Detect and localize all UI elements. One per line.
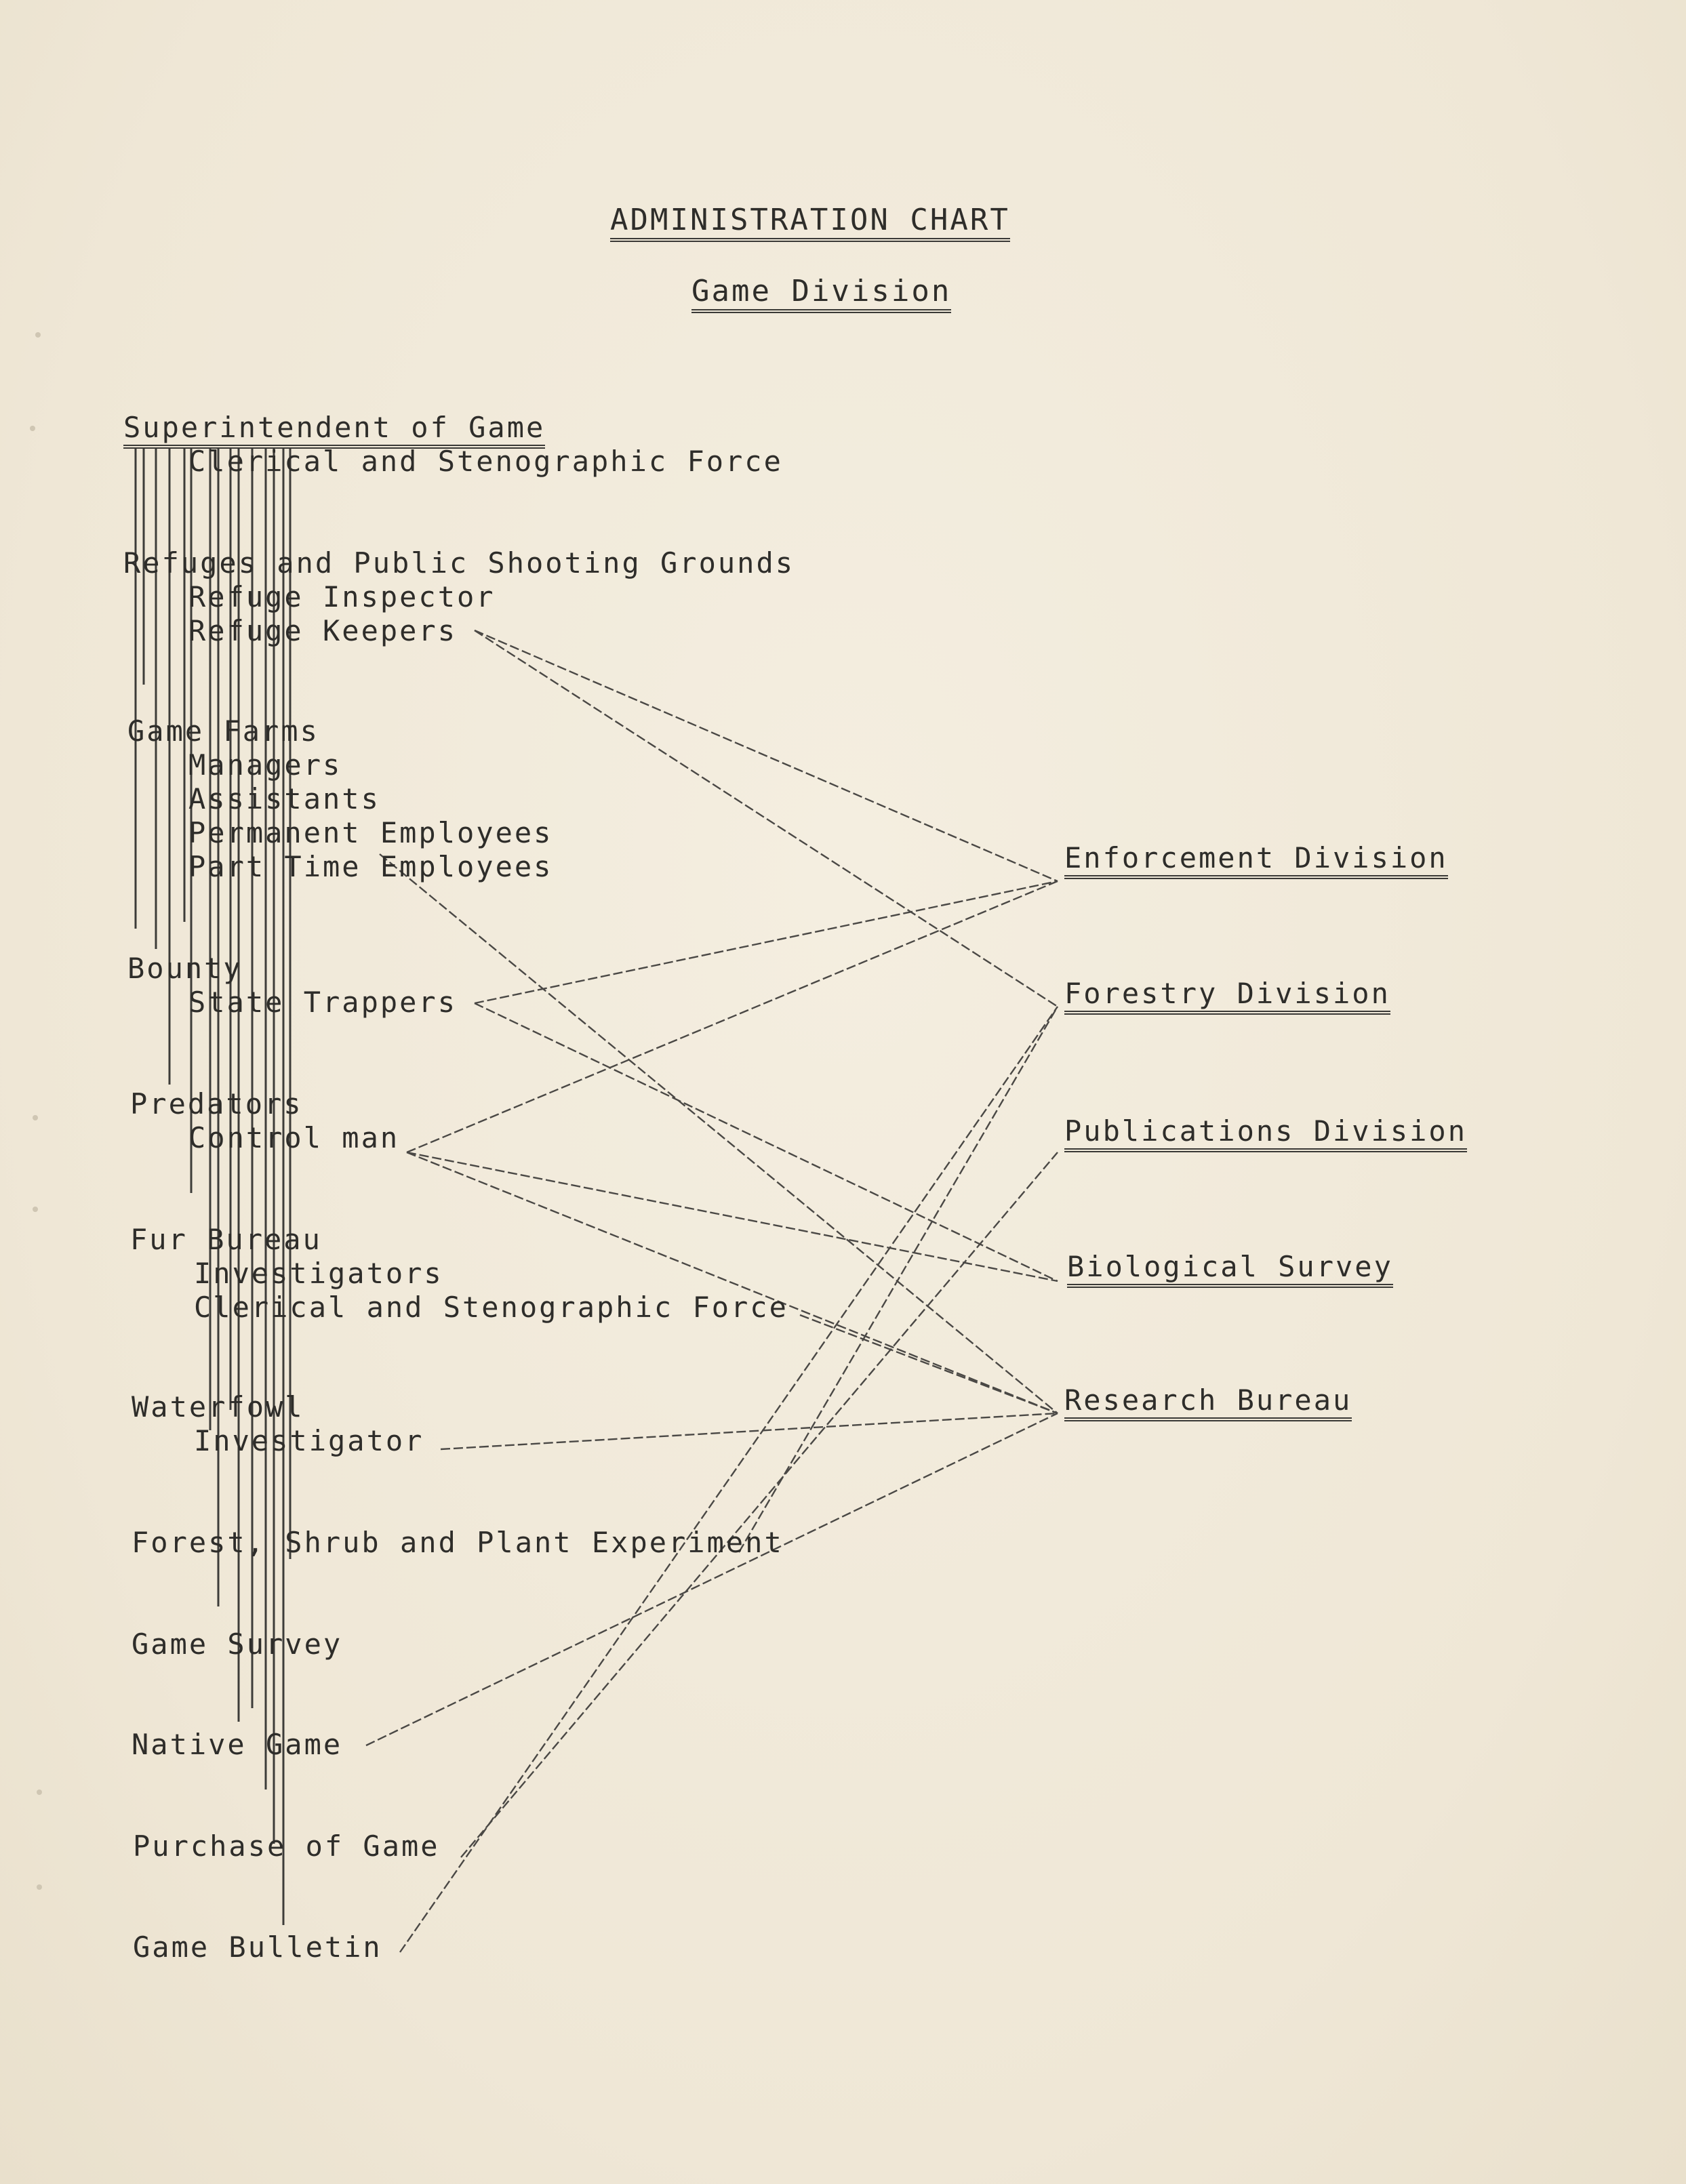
superintendent-staff: Clerical and Stenographic Force xyxy=(188,445,783,478)
division-label: Biological Survey xyxy=(1067,1253,1393,1288)
section-item: Assistants xyxy=(188,782,380,815)
link-state-trappers-biological xyxy=(475,1003,1058,1281)
section-heading: Forest, Shrub and Plant Experiment xyxy=(132,1526,784,1559)
section-heading: Native Game xyxy=(132,1728,343,1761)
link-purchase-game-publications xyxy=(461,1152,1058,1857)
link-refuge-keepers-forestry xyxy=(475,630,1058,1007)
section-heading: Waterfowl xyxy=(132,1390,304,1423)
link-state-trappers-enforcement xyxy=(475,881,1058,1003)
superintendent-label: Superintendent of Game xyxy=(123,413,545,449)
section-heading: Bounty xyxy=(127,952,243,985)
section-heading: Predators xyxy=(130,1087,303,1120)
link-refuge-keepers-enforcement xyxy=(475,630,1058,881)
section-item: Clerical and Stenographic Force xyxy=(194,1291,788,1324)
link-control-man-research xyxy=(407,1152,1058,1413)
section-item: Managers xyxy=(188,748,342,782)
section-item: Permanent Employees xyxy=(188,816,553,849)
section-heading: Game Bulletin xyxy=(133,1930,382,1964)
link-game-bulletin-forestry xyxy=(400,1007,1058,1952)
section-item: State Trappers xyxy=(188,986,458,1019)
chart-title: ADMINISTRATION CHART xyxy=(610,205,1010,242)
section-heading: Purchase of Game xyxy=(133,1829,440,1863)
division-label: Forestry Division xyxy=(1064,979,1390,1015)
link-control-man-biological xyxy=(407,1152,1058,1281)
section-item: Investigators xyxy=(194,1257,443,1290)
division-label: Enforcement Division xyxy=(1064,844,1448,879)
section-item: Part Time Employees xyxy=(188,850,553,883)
section-item: Investigator xyxy=(194,1424,424,1457)
section-heading: Game Farms xyxy=(127,714,319,748)
section-item: Refuge Keepers xyxy=(188,614,458,647)
link-waterfowl-research xyxy=(441,1413,1058,1449)
chart-subtitle: Game Division xyxy=(691,277,951,313)
section-item: Refuge Inspector xyxy=(188,580,496,613)
link-forest-experiment-forestry xyxy=(739,1007,1058,1552)
section-heading: Fur Bureau xyxy=(130,1223,322,1256)
division-label: Research Bureau xyxy=(1064,1386,1352,1421)
link-fur-bureau-research xyxy=(800,1315,1058,1413)
section-item: Control man xyxy=(188,1121,400,1154)
link-game-farms-research xyxy=(380,854,1058,1413)
link-native-game-research xyxy=(366,1413,1058,1745)
section-heading: Refuges and Public Shooting Grounds xyxy=(123,546,795,580)
section-heading: Game Survey xyxy=(132,1627,343,1661)
division-label: Publications Division xyxy=(1064,1117,1467,1152)
